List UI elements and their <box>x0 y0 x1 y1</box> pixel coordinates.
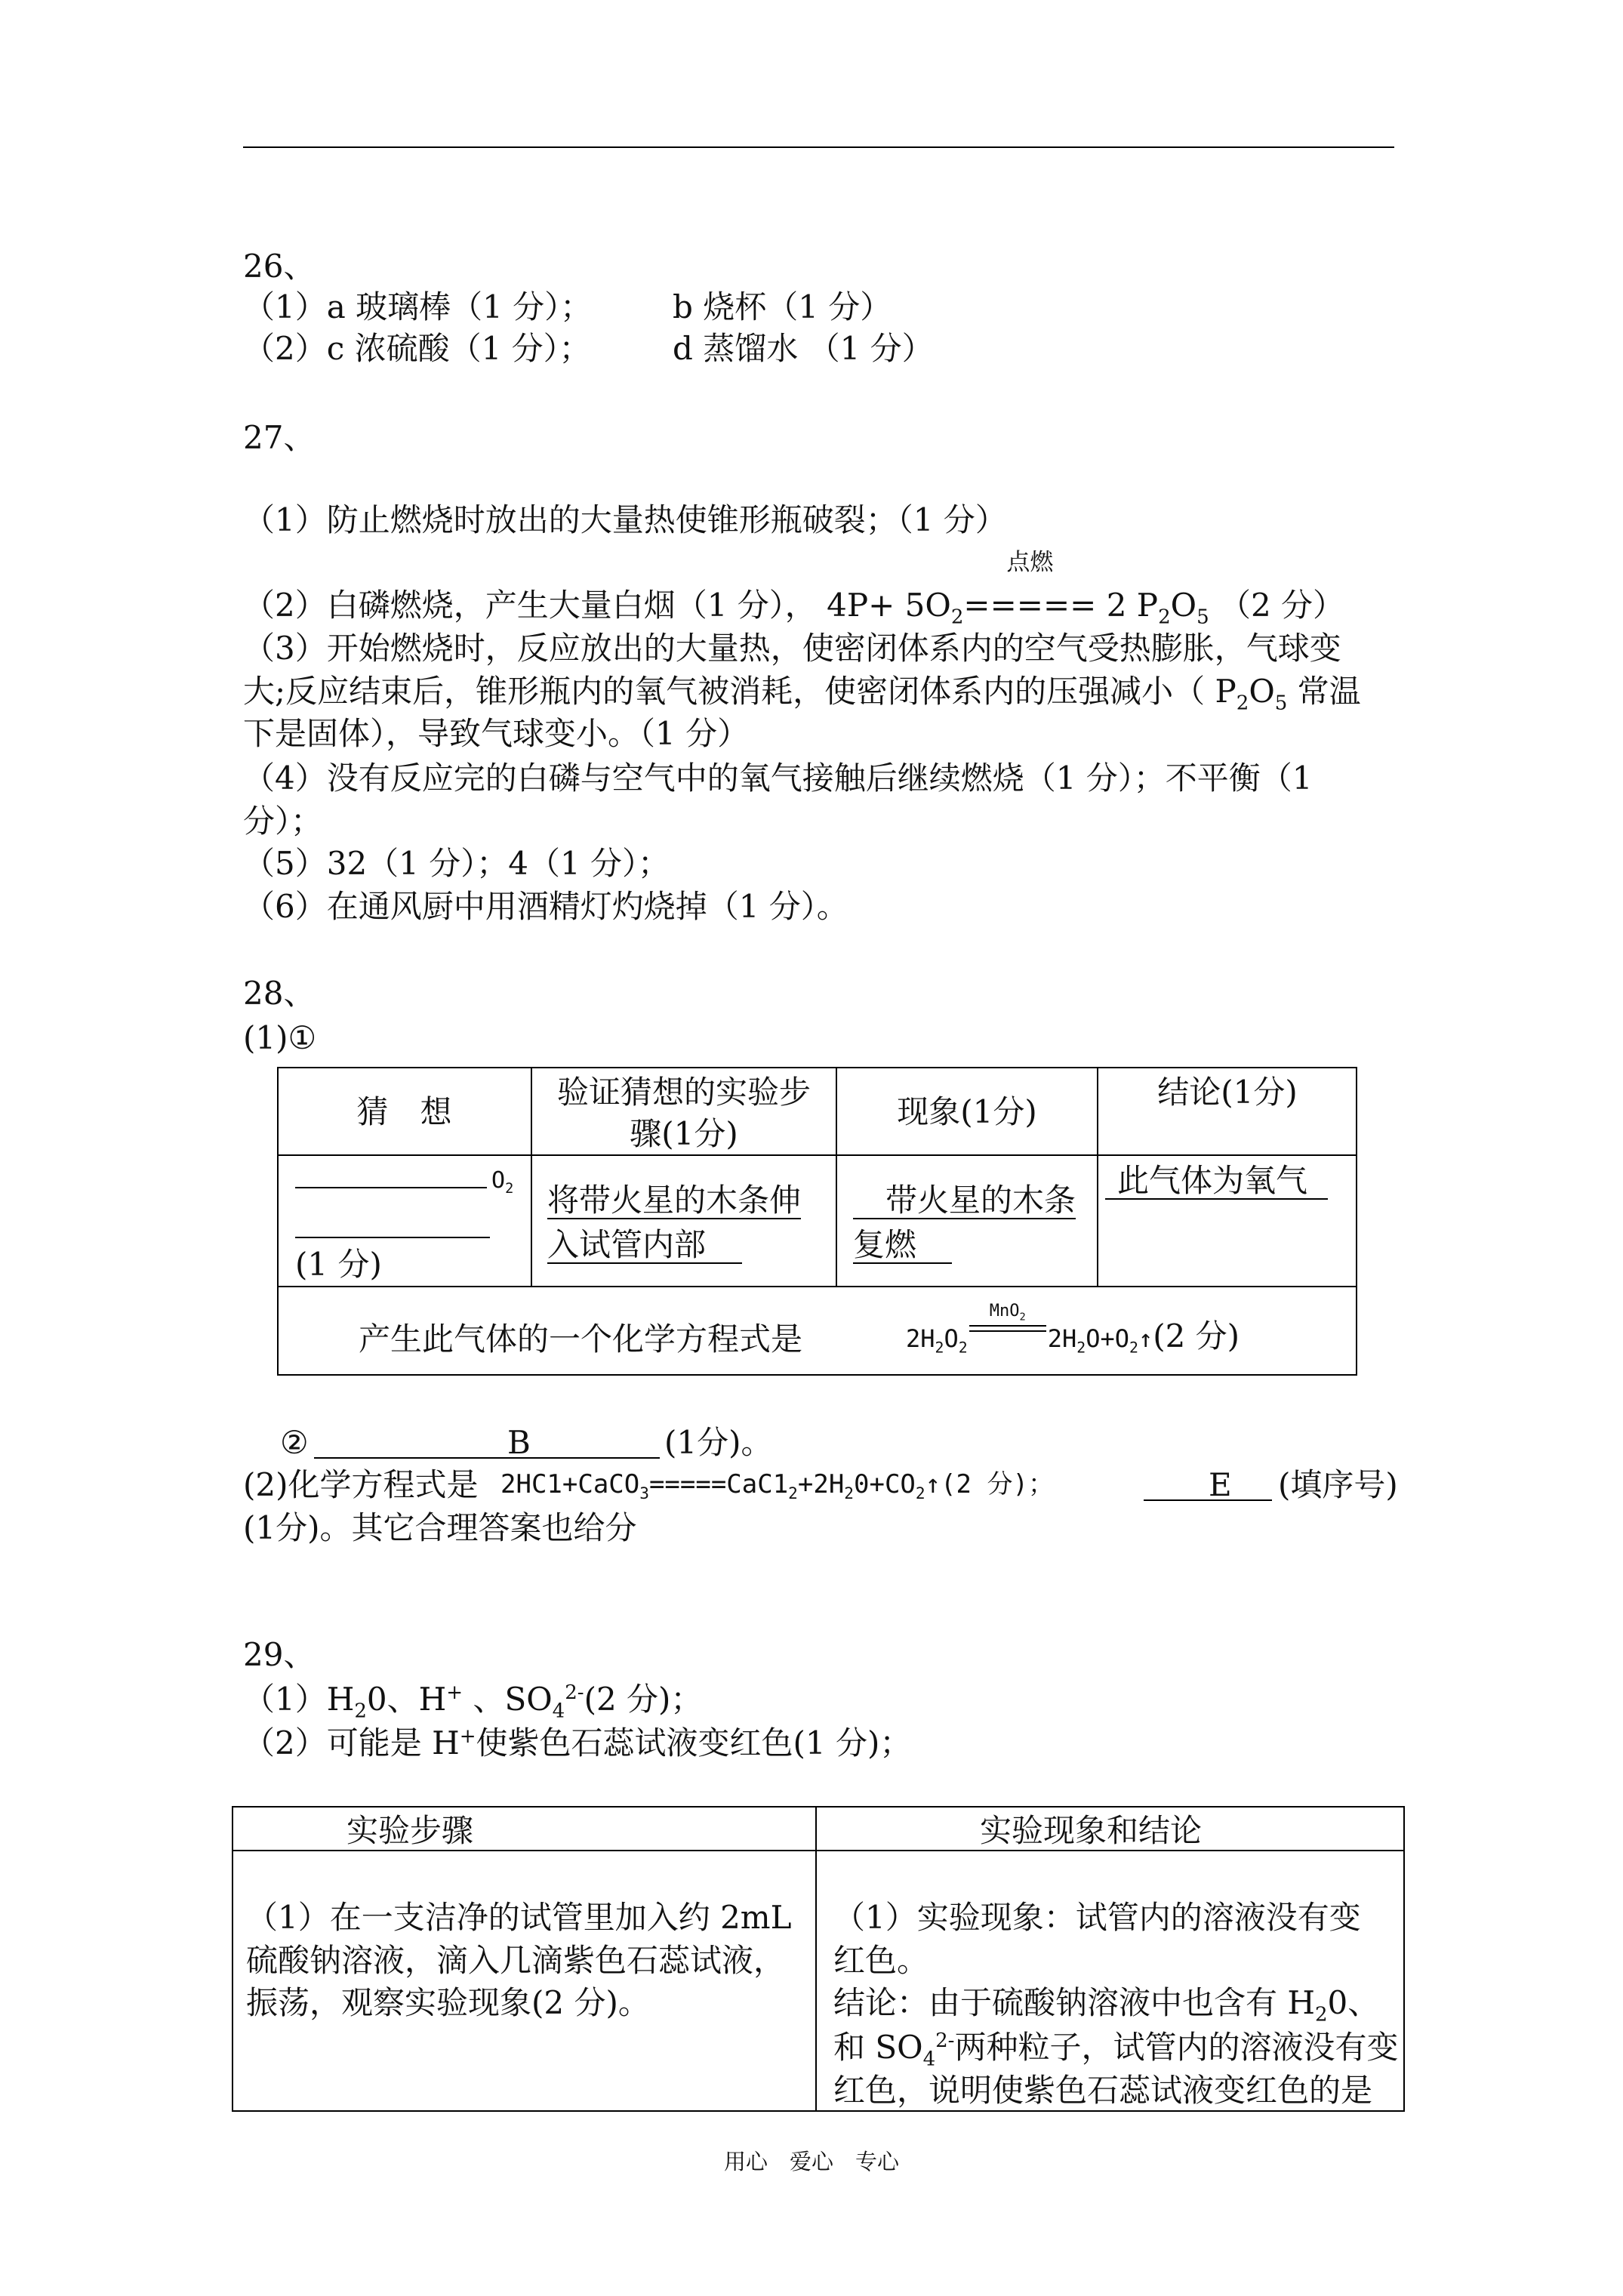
catalyst-part: MnO <box>989 1302 1020 1321</box>
page-footer: 用心 爱心 专心 <box>723 2149 899 2174</box>
phenomenon-line-1 <box>853 1179 1076 1222</box>
answer-blank-line <box>295 1158 487 1188</box>
subscript: 2 <box>1314 2003 1328 2026</box>
q27-line-6: （6）在通风厨中用酒精灯灼烧掉（1 分）。 <box>243 888 848 925</box>
q29-line-2 <box>243 1721 911 1764</box>
subscript: 2 <box>788 1483 798 1502</box>
text-part: 和 SO <box>833 2029 923 2066</box>
result-line: （1）实验现象：试管内的溶液没有变 <box>833 1899 1361 1936</box>
q28-part1-label: (1)① <box>243 1019 317 1056</box>
q29-number: 29、 <box>243 1636 316 1673</box>
text-part: 0、 <box>1327 1984 1380 2021</box>
text-part: （1）H <box>243 1681 355 1718</box>
text-part: (2 分)； <box>584 1681 703 1718</box>
subscript: 2 <box>505 1181 514 1197</box>
result-line: 红色。 <box>833 1942 929 1979</box>
q27-line-4a: （4）没有反应完的白磷与空气中的氧气接触后继续燃烧（1 分）；不平衡（1 <box>243 760 1313 797</box>
q28-number: 28、 <box>243 975 316 1012</box>
header-phenomenon: 现象(1分) <box>897 1093 1037 1130</box>
q27-line-5: （5）32（1 分）；4（1 分）； <box>243 845 670 882</box>
q29-line-1 <box>243 1678 702 1721</box>
formula-part: O <box>491 1167 506 1194</box>
subscript: 2 <box>915 1483 925 1502</box>
q27-line-4b: 分）； <box>243 803 323 840</box>
underlined-answer: 带火星的木条 <box>853 1183 1076 1219</box>
header-experiment-steps: 实验步骤 <box>346 1812 474 1849</box>
equation-part: O+O <box>1086 1324 1129 1353</box>
formula-part: 0+CO <box>854 1469 916 1499</box>
header-guess: 猜 想 <box>356 1093 452 1130</box>
part2-line-2: (1分)。其它合理答案也给分 <box>243 1509 637 1546</box>
reaction-arrow <box>963 549 1097 627</box>
gas-arrow: ↑ <box>1138 1324 1153 1353</box>
header-steps-line-2: 骤(1分) <box>630 1115 738 1152</box>
q27-line-3c: 下是固体），导致气球变小。（1 分） <box>243 715 750 752</box>
equation-row-label: 产生此气体的一个化学方程式是 <box>359 1321 803 1358</box>
q27-line-3b <box>243 670 1361 713</box>
steps-line-2 <box>547 1223 742 1266</box>
subscript: 2 <box>935 1339 944 1357</box>
q27-number: 27、 <box>243 419 316 456</box>
part2-suffix: (填序号) <box>1278 1466 1398 1503</box>
text-part: 大;反应结束后，锥形瓶内的氧气被消耗，使密闭体系内的压强减小（ P <box>243 673 1236 710</box>
catalyst-label <box>990 1301 1026 1322</box>
answer-blank-line <box>1144 1466 1272 1501</box>
subscript: 5 <box>1196 606 1209 629</box>
equation-part: 2H <box>906 1324 935 1353</box>
underlined-answer: 将带火星的木条伸 <box>547 1182 802 1219</box>
q26-answer-a: （1）a 玻璃棒（1 分）； <box>243 288 593 325</box>
equation-part: 4P+ 5O <box>827 587 951 624</box>
table-divider <box>815 1806 817 2112</box>
steps-line-1 <box>547 1179 801 1222</box>
subscript: 2 <box>1236 692 1249 715</box>
steps-line: 振荡，观察实验现象(2 分)。 <box>246 1984 650 2021</box>
equation-part: O <box>944 1324 959 1353</box>
text-part: 两种粒子，试管内的溶液没有变 <box>954 2029 1399 2066</box>
result-line <box>833 2026 1399 2069</box>
result-line <box>833 1981 1379 2024</box>
equation-part: O <box>1170 587 1197 624</box>
text-part: 结论：由于硫酸钠溶液中也含有 H <box>833 1984 1315 2021</box>
equation-part: 2 P <box>1096 587 1159 624</box>
header-steps-line-1: 验证猜想的实验步 <box>556 1074 811 1111</box>
underlined-answer: 入试管内部 <box>547 1228 742 1264</box>
guess-formula <box>491 1159 513 1202</box>
conclusion-cell <box>1105 1159 1328 1202</box>
part2-formula <box>500 1463 1054 1506</box>
superscript: + <box>446 1681 463 1704</box>
text-part: 、SO <box>463 1681 553 1718</box>
subscript: 2 <box>354 1700 367 1723</box>
q26-answer-d: d 蒸馏水 （1 分） <box>673 330 934 367</box>
q27-line-3a: （3）开始燃烧时，反应放出的大量热，使密闭体系内的空气受热膨胀，气球变 <box>243 630 1341 667</box>
formula-part: =====CaC1 <box>648 1469 789 1499</box>
subscript: 2 <box>1019 1311 1026 1324</box>
header-conclusion: 结论(1分) <box>1157 1074 1298 1111</box>
text-part: 常温 <box>1287 673 1361 710</box>
part1-2-answer: B <box>507 1424 531 1461</box>
steps-line: （1）在一支洁净的试管里加入约 2mL <box>246 1899 792 1936</box>
reaction-arrow <box>968 1302 1048 1358</box>
equation-part: 2H <box>1047 1324 1077 1353</box>
part2-text: (2)化学方程式是 <box>243 1466 479 1503</box>
double-line <box>969 1325 1046 1332</box>
formula-part: 2HC1+CaCO <box>500 1469 640 1499</box>
subscript: 4 <box>552 1700 565 1723</box>
answer-blank-line <box>314 1424 660 1459</box>
steps-line: 硫酸钠溶液，滴入几滴紫色石蕊试液， <box>246 1942 786 1979</box>
subscript: 4 <box>922 2048 936 2071</box>
part1-2-label: ② <box>280 1424 309 1461</box>
equals-sign: ===== <box>963 587 1097 624</box>
answer-blank-line <box>295 1208 490 1238</box>
score: (2 分) <box>1153 1318 1240 1354</box>
superscript: 2- <box>935 2029 955 2052</box>
q27-line-2-text: （2）白磷燃烧，产生大量白烟（1 分）， <box>243 587 817 624</box>
subscript: 2 <box>1158 606 1171 629</box>
guess-score: (1 分) <box>295 1246 382 1283</box>
header-rule <box>243 146 1394 148</box>
reaction-condition: 点燃 <box>1006 549 1054 576</box>
table-divider <box>277 1286 1357 1287</box>
superscript: 2- <box>565 1681 584 1704</box>
subscript: 5 <box>1274 692 1288 715</box>
text-part: 0、H <box>366 1681 447 1718</box>
result-line: 红色，说明使紫色石蕊试液变红色的是 <box>833 2072 1373 2109</box>
subscript: 2 <box>958 1339 968 1357</box>
q26-number: 26、 <box>243 248 316 285</box>
formula-part: +2H <box>797 1469 845 1499</box>
subscript: 2 <box>950 606 964 629</box>
phenomenon-line-2 <box>853 1223 952 1266</box>
text-part: O <box>1249 673 1275 710</box>
oxygen-equation <box>906 1302 1240 1361</box>
superscript: + <box>459 1725 476 1748</box>
subscript: 2 <box>1129 1339 1138 1357</box>
formula-part: ↑(2 分)； <box>925 1469 1054 1499</box>
text-part: （2）可能是 H <box>243 1724 460 1761</box>
q27-equation <box>827 549 1219 629</box>
subscript: 2 <box>1076 1339 1086 1357</box>
subscript: 3 <box>639 1483 649 1502</box>
header-phenomenon-conclusion: 实验现象和结论 <box>980 1812 1203 1849</box>
q26-answer-c: （2）c 浓硫酸（1 分）； <box>243 330 591 367</box>
part1-2-score: (1分)。 <box>664 1424 773 1461</box>
score: （2 分） <box>1218 587 1345 624</box>
q27-line-1: （1）防止燃烧时放出的大量热使锥形瓶破裂；（1 分） <box>243 501 1007 538</box>
subscript: 2 <box>844 1483 854 1502</box>
q26-answer-b: b 烧杯（1 分） <box>673 288 892 325</box>
part2-answer: E <box>1209 1466 1232 1503</box>
text-part: 使紫色石蕊试液变红色(1 分)； <box>476 1724 912 1761</box>
q27-line-2 <box>243 549 1345 629</box>
underlined-answer: 复燃 <box>853 1228 952 1264</box>
underlined-answer: 此气体为氧气 <box>1105 1163 1328 1200</box>
